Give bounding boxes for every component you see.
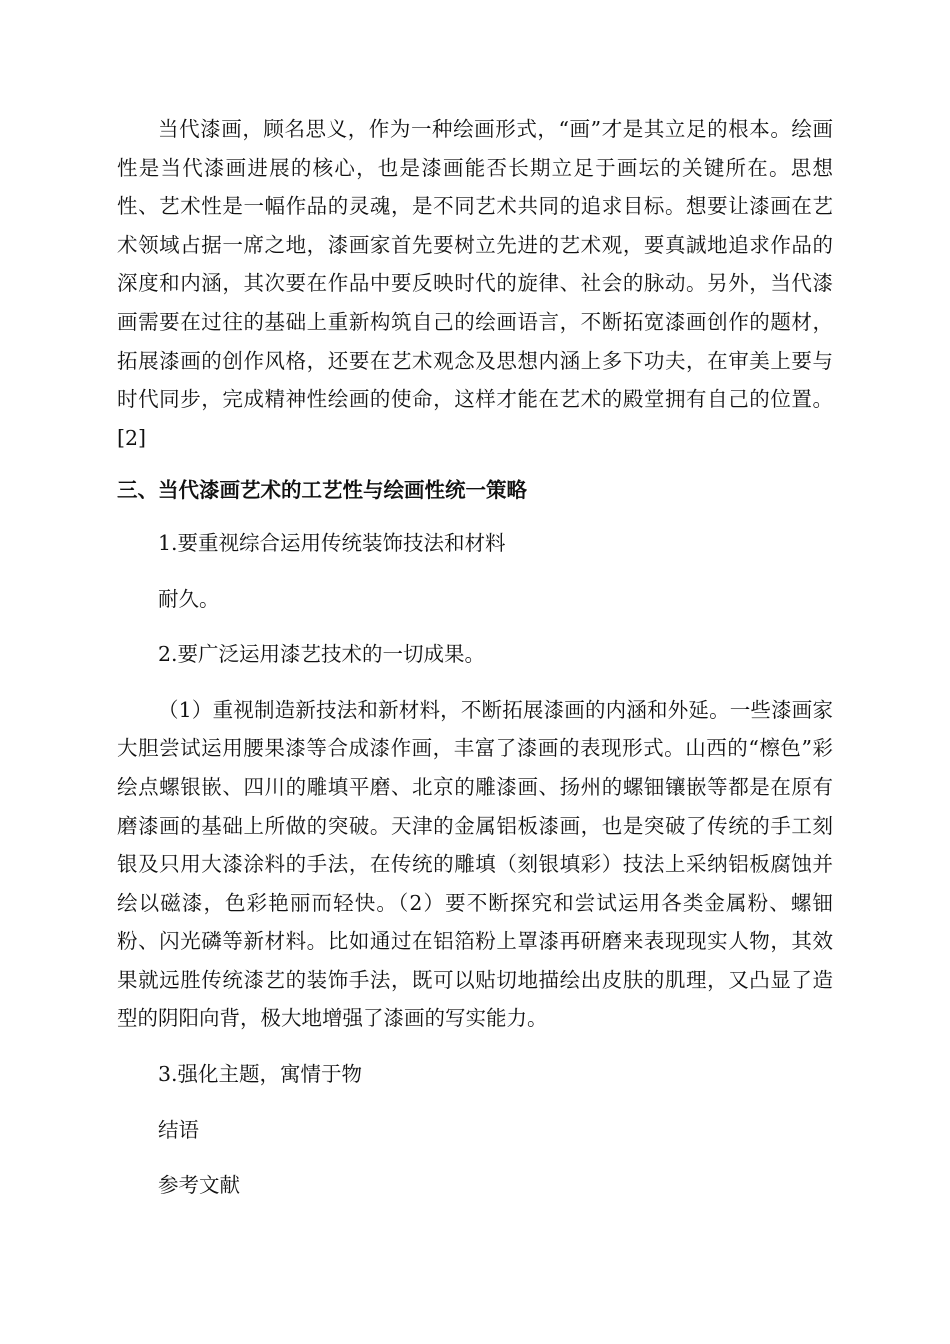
body-paragraph: （1）重视制造新技法和新材料，不断拓展漆画的内涵和外延。一些漆画家大胆尝试运用腰果漆等合成漆作画，丰富了漆画的表现形式。山西的“檫色”彩绘点螺银嵌、四川的雕填平磨、北京的雕漆画、扬州的螺钿镶嵌等都是在原有磨漆画的基础上所做的突破。天津的金属铝板漆画，也是突破了传统的手工刻银及只用大漆涂料的手法，在传统的雕填（刻银填彩）技法上采纳铝板腐蚀并绘以磁漆，色彩艳丽而轻快。（2）要不断探究和尝试运用各类金属粉、螺钿粉、闪光磷等新材料。比如通过在铝箔粉上罩漆再研磨来表现现实人物，其效果就远胜传统漆艺的装饰手法，既可以贴切地描绘出皮肤的肌理，又凸显了造型的阴阳向背，极大地增强了漆画的写实能力。: [117, 697, 833, 1031]
references-heading: 参考文献: [158, 1173, 240, 1198]
body-paragraph: 当代漆画，顾名思义，作为一种绘画形式，“画”才是其立足的根本。绘画性是当代漆画进展的核心，也是漆画能否长期立足于画坛的关键所在。思想性、艺术性是一幅作品的灵魂，是不同艺术共同的追求目标。想要让漆画在艺术领域占据一席之地，漆画家首先要树立先进的艺术观，要真誠地追求作品的深度和内涵，其次要在作品中要反映时代的旋律、社会的脉动。另外，当代漆画需要在过往的基础上重新构筑自己的绘画语言，不断拓宽漆画创作的题材，拓展漆画的创作风格，还要在艺术观念及思想内涵上多下功夫，在审美上要与时代同步，完成精神性绘画的使命，这样才能在艺术的殿堂拥有自己的位置。[2]: [117, 117, 833, 450]
section-heading: 三、当代漆画艺术的工艺性与绘画性统一策略: [117, 478, 527, 503]
list-item-1: 1.要重视综合运用传统装饰技法和材料: [158, 530, 506, 555]
document-page: [117, 110, 833, 1205]
list-item-2: 2.要广泛运用漆艺技术的一切成果。: [158, 642, 486, 667]
list-item-3: 3.强化主题，寓情于物: [158, 1062, 363, 1087]
conclusion-heading: 结语: [158, 1117, 199, 1142]
body-paragraph-short: 耐久。: [158, 586, 220, 611]
